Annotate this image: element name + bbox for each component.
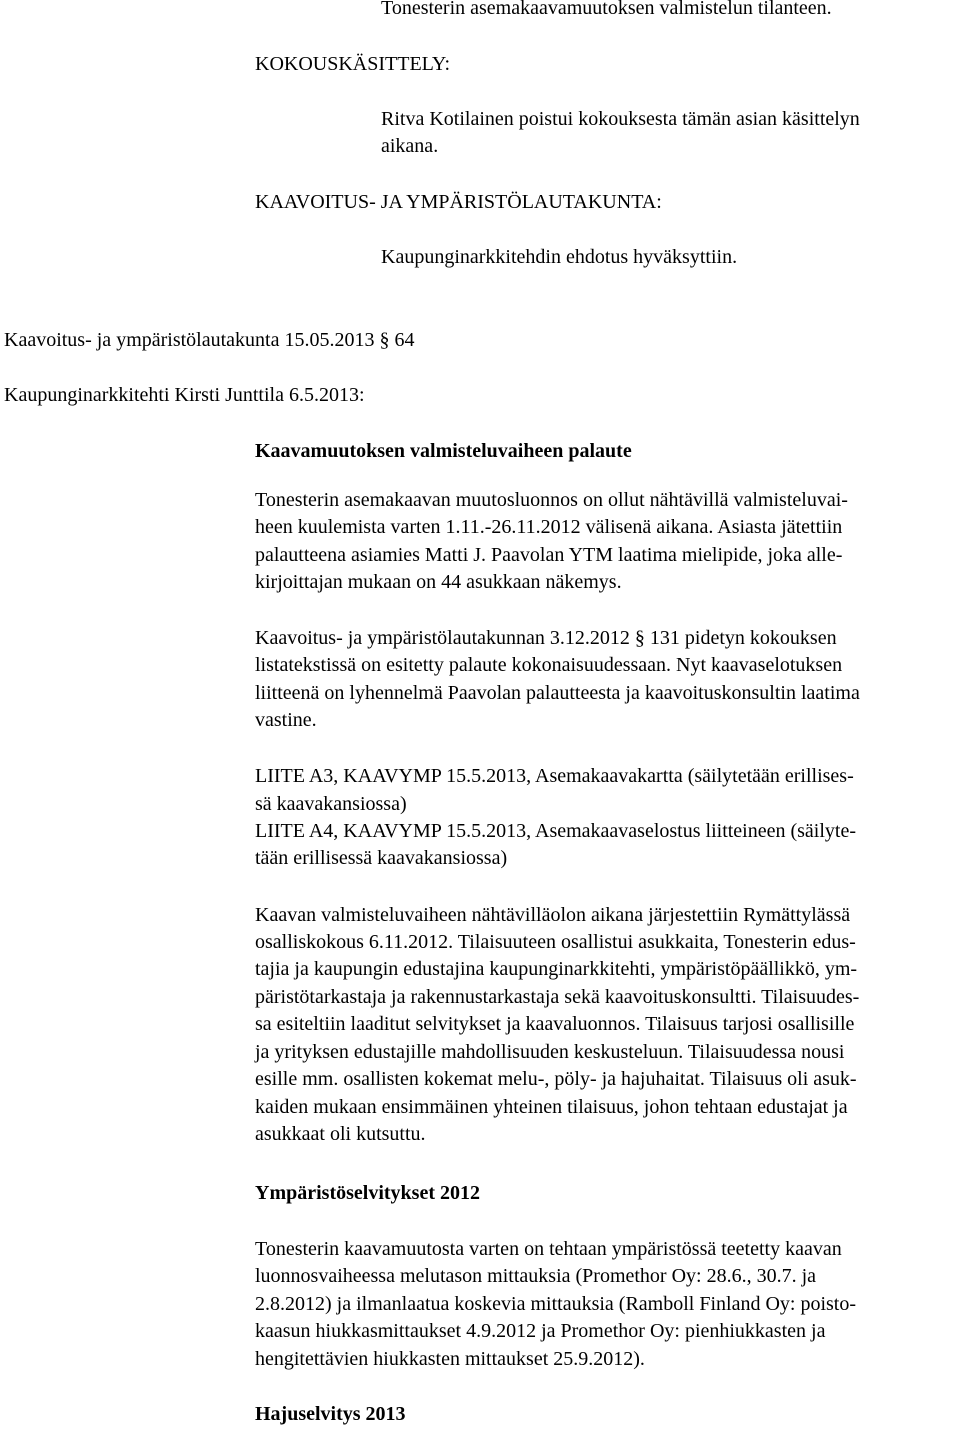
lautakunta-heading: KAAVOITUS- JA YMPÄRISTÖLAUTAKUNTA:: [255, 191, 662, 213]
paragraph-line: kaasun hiukkasmittaukset 4.9.2012 ja Promethor Oy: pienhiukkasten ja: [255, 1320, 826, 1342]
lautakunta-decision: Kaupunginarkkitehdin ehdotus hyväksyttiin.: [381, 246, 738, 268]
attachment-line: sä kaavakansiossa): [255, 793, 407, 815]
kokous-text-line: aikana.: [381, 135, 439, 157]
paragraph-line: osalliskokous 6.11.2012. Tilaisuuteen osallistui asukkaita, Tonesterin edus-: [255, 931, 856, 953]
paragraph-line: kaiden mukaan ensimmäinen yhteinen tilaisuus, johon tehtaan edustajat ja: [255, 1096, 848, 1118]
paragraph-line: ja yrityksen edustajille mahdollisuuden keskusteluun. Tilaisuudessa nousi: [255, 1041, 845, 1063]
attachment-line: tään erillisessä kaavakansiossa): [255, 847, 508, 869]
paragraph-line: heen kuulemista varten 1.11.-26.11.2012 välisenä aikana. Asiasta jätettiin: [255, 516, 843, 538]
paragraph-line: päristötarkastaja ja rakennustarkastaja sekä kaavoituskonsultti. Tilaisuudes-: [255, 986, 860, 1008]
paragraph-line: liitteenä on lyhennelmä Paavolan palautteesta ja kaavoituskonsultin laatima: [255, 682, 860, 704]
paragraph-line: vastine.: [255, 709, 317, 731]
paragraph-line: kirjoittajan mukaan on 44 asukkaan näkemys.: [255, 571, 622, 593]
meeting-reference: Kaavoitus- ja ympäristölautakunta 15.05.2013 § 64: [4, 329, 415, 351]
paragraph-line: Tonesterin asemakaavan muutosluonnos on ollut nähtävillä valmisteluvai-: [255, 489, 848, 511]
kokous-heading: KOKOUSKÄSITTELY:: [255, 53, 451, 75]
paragraph-line: hengitettävien hiukkasten mittaukset 25.9.2012).: [255, 1348, 645, 1370]
section-heading: Ympäristöselvitykset 2012: [255, 1182, 480, 1204]
paragraph-line: sa esiteltiin laaditut selvitykset ja kaavaluonnos. Tilaisuus tarjosi osallisille: [255, 1013, 855, 1035]
attachment-line: LIITE A3, KAAVYMP 15.5.2013, Asemakaavakartta (säilytetään erillises-: [255, 765, 854, 787]
intro-line: Tonesterin asemakaavamuutoksen valmistelun tilanteen.: [381, 0, 832, 19]
paragraph-line: luonnosvaiheessa melutason mittauksia (Promethor Oy: 28.6., 30.7. ja: [255, 1265, 817, 1287]
paragraph-line: Tonesterin kaavamuutosta varten on tehtaan ympäristössä teetetty kaavan: [255, 1238, 842, 1260]
paragraph-line: Kaavan valmisteluvaiheen nähtävilläolon aikana järjestettiin Rymättylässä: [255, 904, 851, 926]
paragraph-line: 2.8.2012) ja ilmanlaatua koskevia mittauksia (Ramboll Finland Oy: poisto-: [255, 1293, 857, 1315]
paragraph-line: tajia ja kaupungin edustajina kaupunginarkkitehti, ympäristöpäällikkö, ym-: [255, 958, 858, 980]
paragraph-line: listatekstissä on esitetty palaute kokonaisuudessaan. Nyt kaavaselotuksen: [255, 654, 843, 676]
paragraph-line: Kaavoitus- ja ympäristölautakunnan 3.12.2012 § 131 pidetyn kokouksen: [255, 627, 837, 649]
paragraph-line: esille mm. osallisten kokemat melu-, pöly- ja hajuhaitat. Tilaisuus oli asuk-: [255, 1068, 857, 1090]
section-heading: Kaavamuutoksen valmisteluvaiheen palaute: [255, 440, 632, 462]
paragraph-line: asukkaat oli kutsuttu.: [255, 1123, 426, 1145]
kokous-text-line: Ritva Kotilainen poistui kokouksesta tämän asian käsittelyn: [381, 108, 860, 130]
paragraph-line: palautteena asiamies Matti J. Paavolan YTM laatima mielipide, joka alle-: [255, 544, 843, 566]
preparer-line: Kaupunginarkkitehti Kirsti Junttila 6.5.2013:: [4, 384, 365, 406]
attachment-line: LIITE A4, KAAVYMP 15.5.2013, Asemakaavaselostus liitteineen (säilyte-: [255, 820, 857, 842]
section-heading: Hajuselvitys 2013: [255, 1403, 406, 1425]
